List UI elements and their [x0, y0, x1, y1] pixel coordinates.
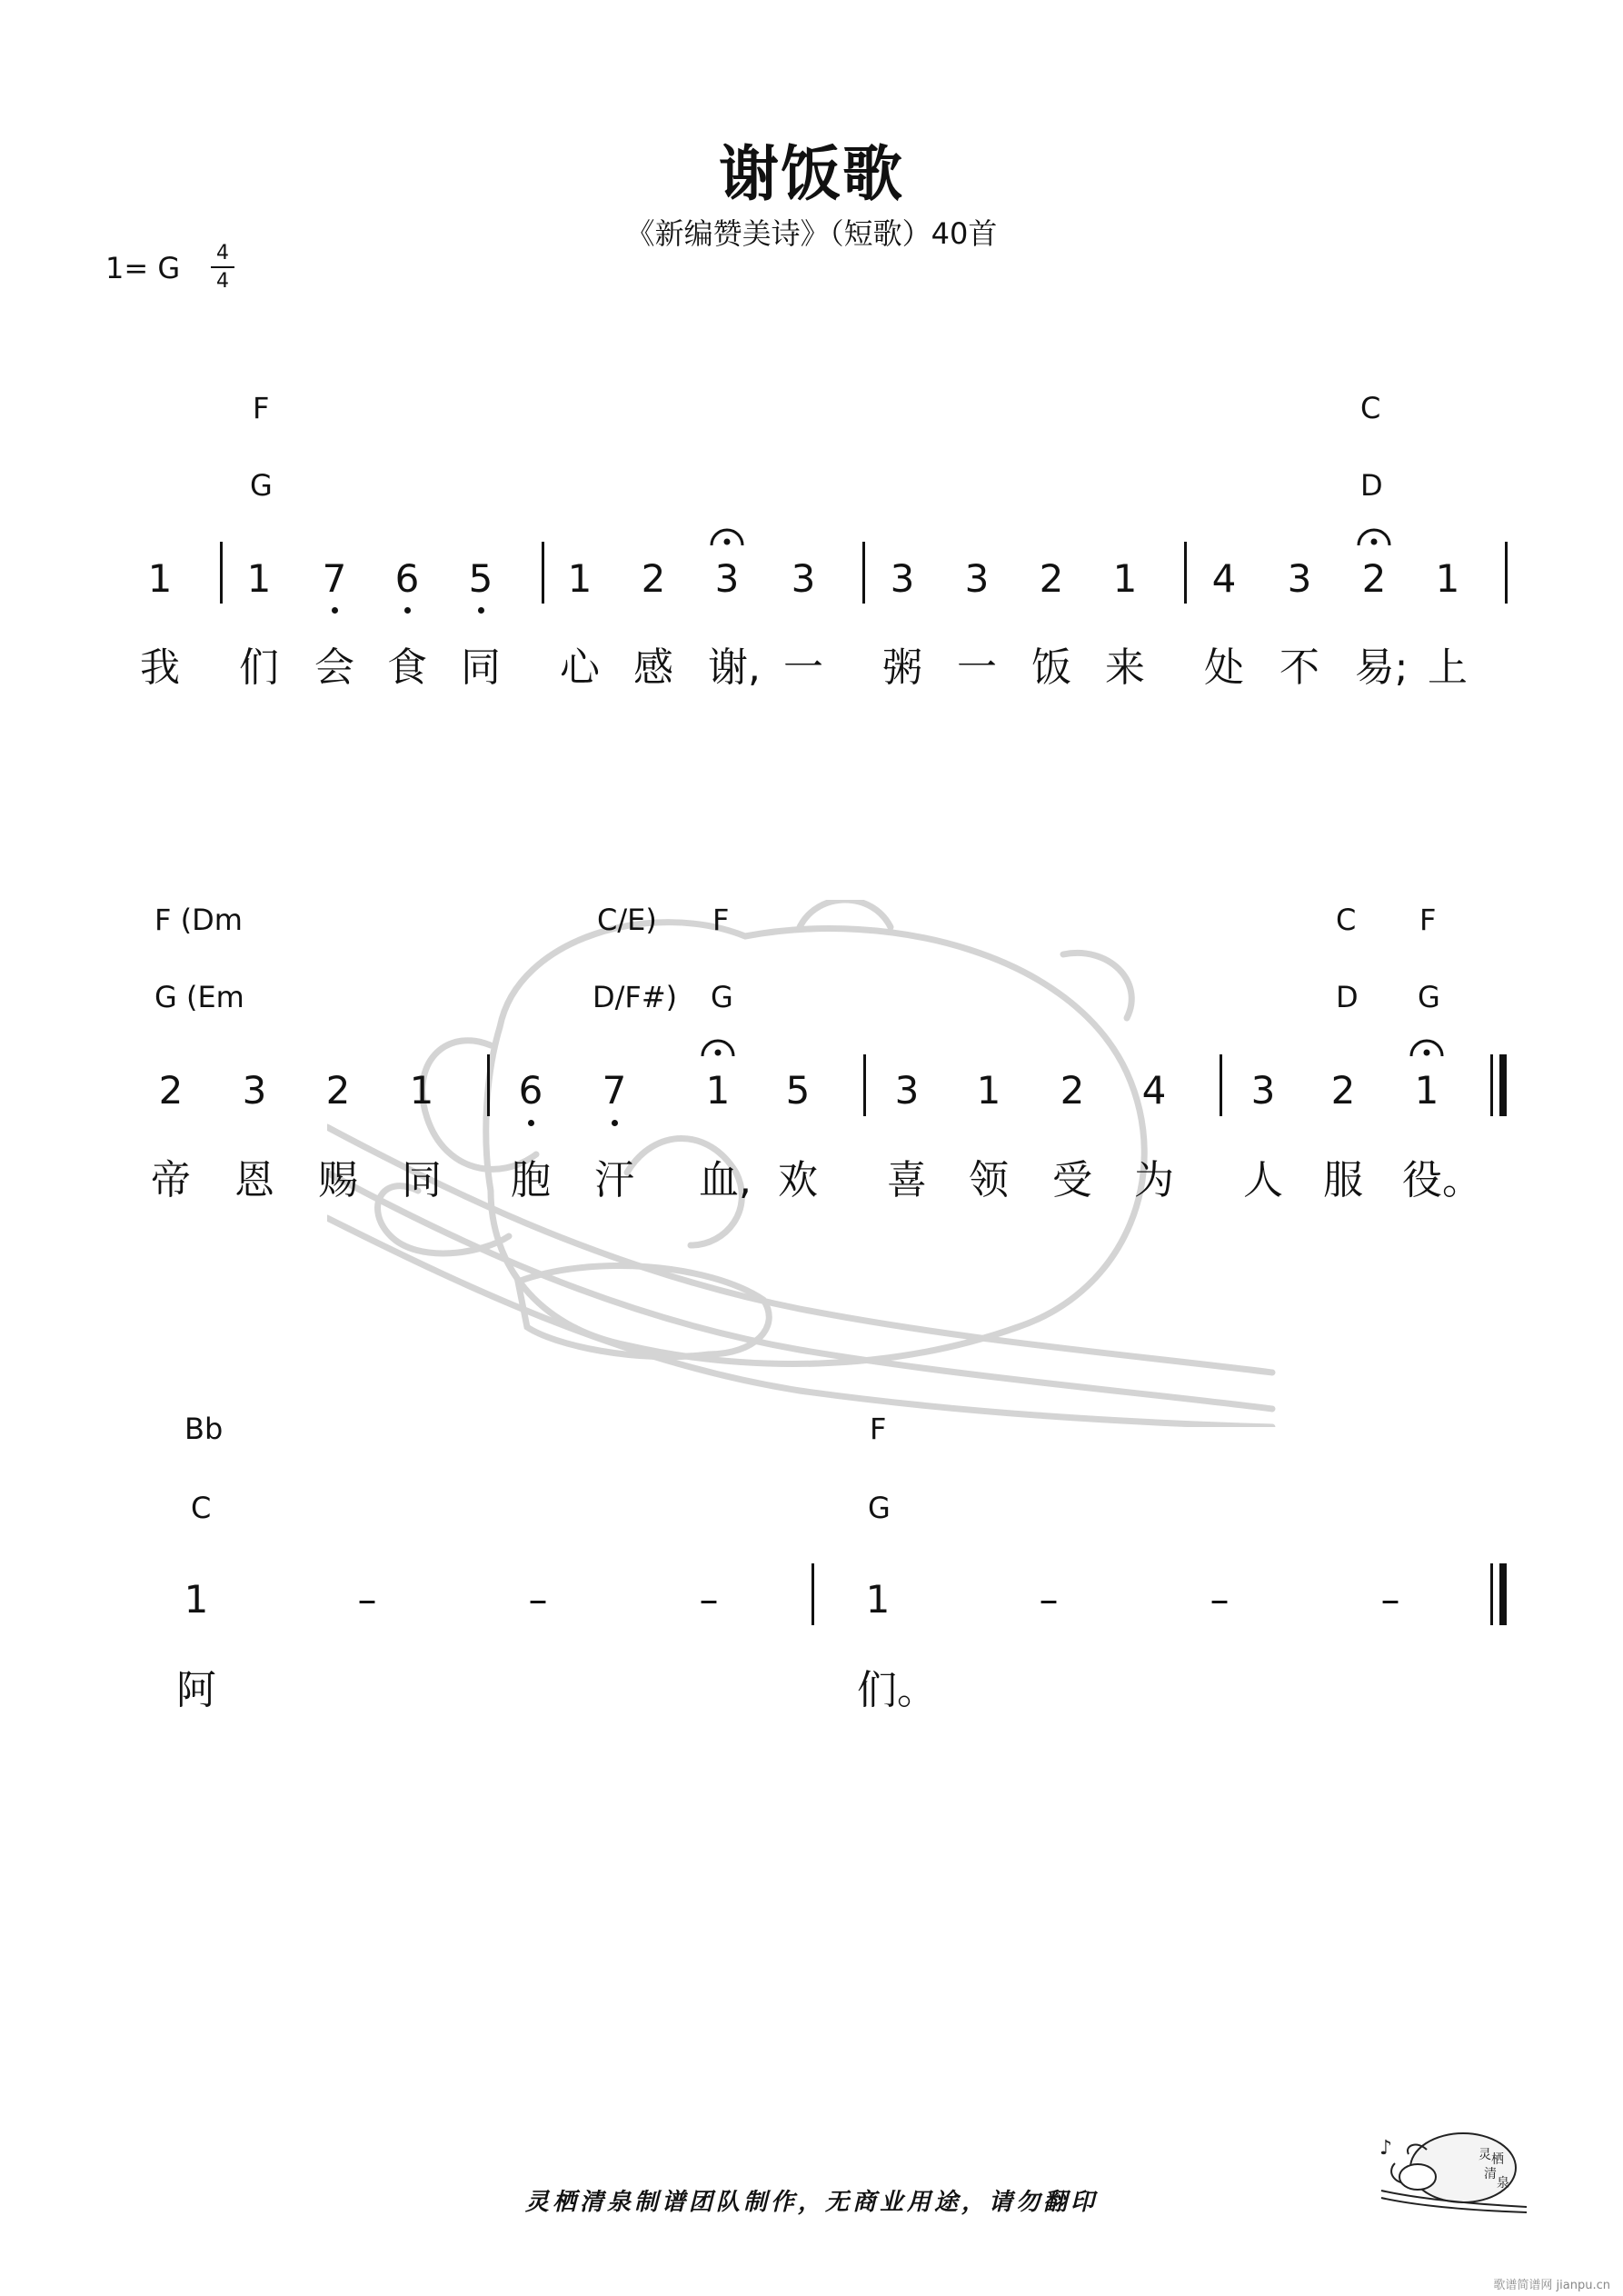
logo-text: 清 [1484, 2167, 1497, 2181]
lyric-char: 帝 [151, 1157, 191, 1203]
site-watermark: 歌谱简谱网 jianpu.cn [1493, 2279, 1610, 2292]
note: 3 [714, 556, 740, 601]
lyric-char: 喜 [887, 1157, 927, 1203]
logo-text: 灵 [1479, 2148, 1491, 2162]
note: 1 [1435, 556, 1460, 601]
low-octave-dot [332, 607, 338, 614]
lyric-char: 处 [1204, 644, 1244, 691]
barline [487, 1054, 490, 1116]
note: 3 [1287, 556, 1312, 601]
note: 2 [325, 1068, 351, 1113]
low-octave-dot [612, 1120, 618, 1126]
lyric-char: 汗 [594, 1157, 634, 1203]
final-barline-thin [1490, 1563, 1493, 1625]
chord-label: D/F#) [592, 980, 678, 1014]
final-barline-thin [1490, 1054, 1493, 1116]
note: 1 [705, 1068, 731, 1113]
lyric-char: 不 [1279, 644, 1319, 691]
song-source: 《新编赞美诗》（短歌）40首 [625, 216, 998, 251]
lyric-char: 会 [314, 644, 354, 691]
lyric-char: 感 [633, 644, 673, 691]
lyric-char: 们 [239, 644, 279, 691]
note: 1 [184, 1577, 209, 1622]
lyric-char: 粥 [882, 644, 922, 691]
lyric-char: 人 [1243, 1157, 1283, 1203]
dash: – [699, 1577, 719, 1622]
svg-text:♪: ♪ [1379, 2137, 1393, 2160]
chord-label: C [1336, 903, 1357, 937]
note: 5 [468, 556, 493, 601]
note: 1 [147, 556, 173, 601]
chord-label: D [1360, 468, 1383, 503]
barline [1184, 542, 1187, 604]
note: 2 [1330, 1068, 1356, 1113]
fermata-icon [1409, 1038, 1445, 1058]
lyric-char: 饭 [1031, 644, 1071, 691]
chord-label: F [870, 1412, 887, 1446]
time-signature-top: 4 [216, 242, 229, 265]
note: 6 [518, 1068, 543, 1113]
dash: – [528, 1577, 548, 1622]
barline [863, 1054, 866, 1116]
dash: – [1039, 1577, 1059, 1622]
note: 5 [785, 1068, 811, 1113]
note: 3 [890, 556, 915, 601]
time-signature [211, 242, 234, 293]
note: 1 [1112, 556, 1138, 601]
fermata-icon [700, 1038, 736, 1058]
note: 2 [158, 1068, 184, 1113]
note: 6 [394, 556, 420, 601]
dash: – [1210, 1577, 1230, 1622]
lyric-char: 领 [969, 1157, 1009, 1203]
final-barline-thick [1499, 1054, 1507, 1116]
note: 3 [964, 556, 990, 601]
note: 4 [1211, 556, 1237, 601]
lyric-char: 们。 [857, 1667, 937, 1713]
chord-label: C [1360, 391, 1381, 425]
lyric-char: 同 [461, 644, 501, 691]
lyric-char: 一 [783, 644, 823, 691]
lyric-char: 胞 [511, 1157, 551, 1203]
note: 7 [602, 1068, 627, 1113]
chord-label: F [712, 903, 730, 937]
chord-label: D [1336, 980, 1359, 1014]
barline [812, 1563, 814, 1625]
chord-label: G [1418, 980, 1440, 1014]
key-signature: 1= G [105, 251, 181, 285]
note: 1 [409, 1068, 434, 1113]
chord-label: G (Em [154, 980, 244, 1014]
note: 1 [1414, 1068, 1439, 1113]
lyric-char: 同 [402, 1157, 442, 1203]
lyric-char: 恩 [234, 1157, 274, 1203]
low-octave-dot [404, 607, 411, 614]
chord-label: F [1419, 903, 1437, 937]
note: 3 [894, 1068, 920, 1113]
chord-label: G [711, 980, 733, 1014]
chord-label: G [868, 1491, 891, 1525]
note: 3 [791, 556, 816, 601]
note: 7 [322, 556, 347, 601]
song-title: 谢饭歌 [719, 139, 904, 209]
dash: – [357, 1577, 377, 1622]
lyric-char: 我 [140, 644, 180, 691]
footer-notice: 灵栖清泉制谱团队制作，无商业用途，请勿翻印 [524, 2189, 1098, 2216]
lyric-char: 欢 [778, 1157, 818, 1203]
chord-label: G [250, 468, 273, 503]
note: 3 [242, 1068, 267, 1113]
low-octave-dot [528, 1120, 534, 1126]
note: 1 [567, 556, 592, 601]
note: 4 [1141, 1068, 1167, 1113]
fermata-icon [1356, 527, 1392, 547]
chord-label: C/E) [597, 903, 657, 937]
barline [542, 542, 544, 604]
final-barline-thick [1499, 1563, 1507, 1625]
time-signature-bottom: 4 [216, 270, 229, 293]
note: 2 [1060, 1068, 1085, 1113]
chord-label: F [253, 391, 270, 425]
note: 1 [865, 1577, 891, 1622]
lyric-char: 来 [1105, 644, 1145, 691]
fermata-icon [709, 527, 745, 547]
lyric-char: 上 [1428, 644, 1468, 691]
lyric-char: 服 [1323, 1157, 1363, 1203]
chord-label: F (Dm [154, 903, 243, 937]
barline [220, 542, 223, 604]
lyric-char: 一 [957, 644, 997, 691]
lyric-char: 赐 [318, 1157, 358, 1203]
lyric-char: 谢, [708, 644, 761, 691]
note: 2 [1039, 556, 1064, 601]
note: 1 [976, 1068, 1001, 1113]
lyric-char: 阿 [176, 1667, 216, 1713]
barline [1220, 1054, 1222, 1116]
note: 3 [1250, 1068, 1276, 1113]
chord-label: C [191, 1491, 212, 1525]
dash: – [1380, 1577, 1400, 1622]
barline [862, 542, 865, 604]
time-signature-line [211, 266, 234, 268]
lyric-char: 易; [1354, 644, 1409, 691]
low-octave-dot [478, 607, 484, 614]
lyric-char: 心 [560, 644, 600, 691]
sheep-logo-icon [1377, 2127, 1531, 2213]
chord-label: Bb [184, 1412, 224, 1446]
note: 2 [1361, 556, 1387, 601]
lyric-char: 为 [1134, 1157, 1174, 1203]
lyric-char: 受 [1052, 1157, 1092, 1203]
lyric-char: 役。 [1402, 1157, 1482, 1203]
barline [1505, 542, 1508, 604]
lyric-char: 食 [387, 644, 427, 691]
lyric-char: 血, [699, 1157, 752, 1203]
note: 2 [641, 556, 666, 601]
note: 1 [246, 556, 272, 601]
logo-text: 栖 [1491, 2152, 1504, 2167]
logo-text: 泉 [1497, 2176, 1509, 2191]
